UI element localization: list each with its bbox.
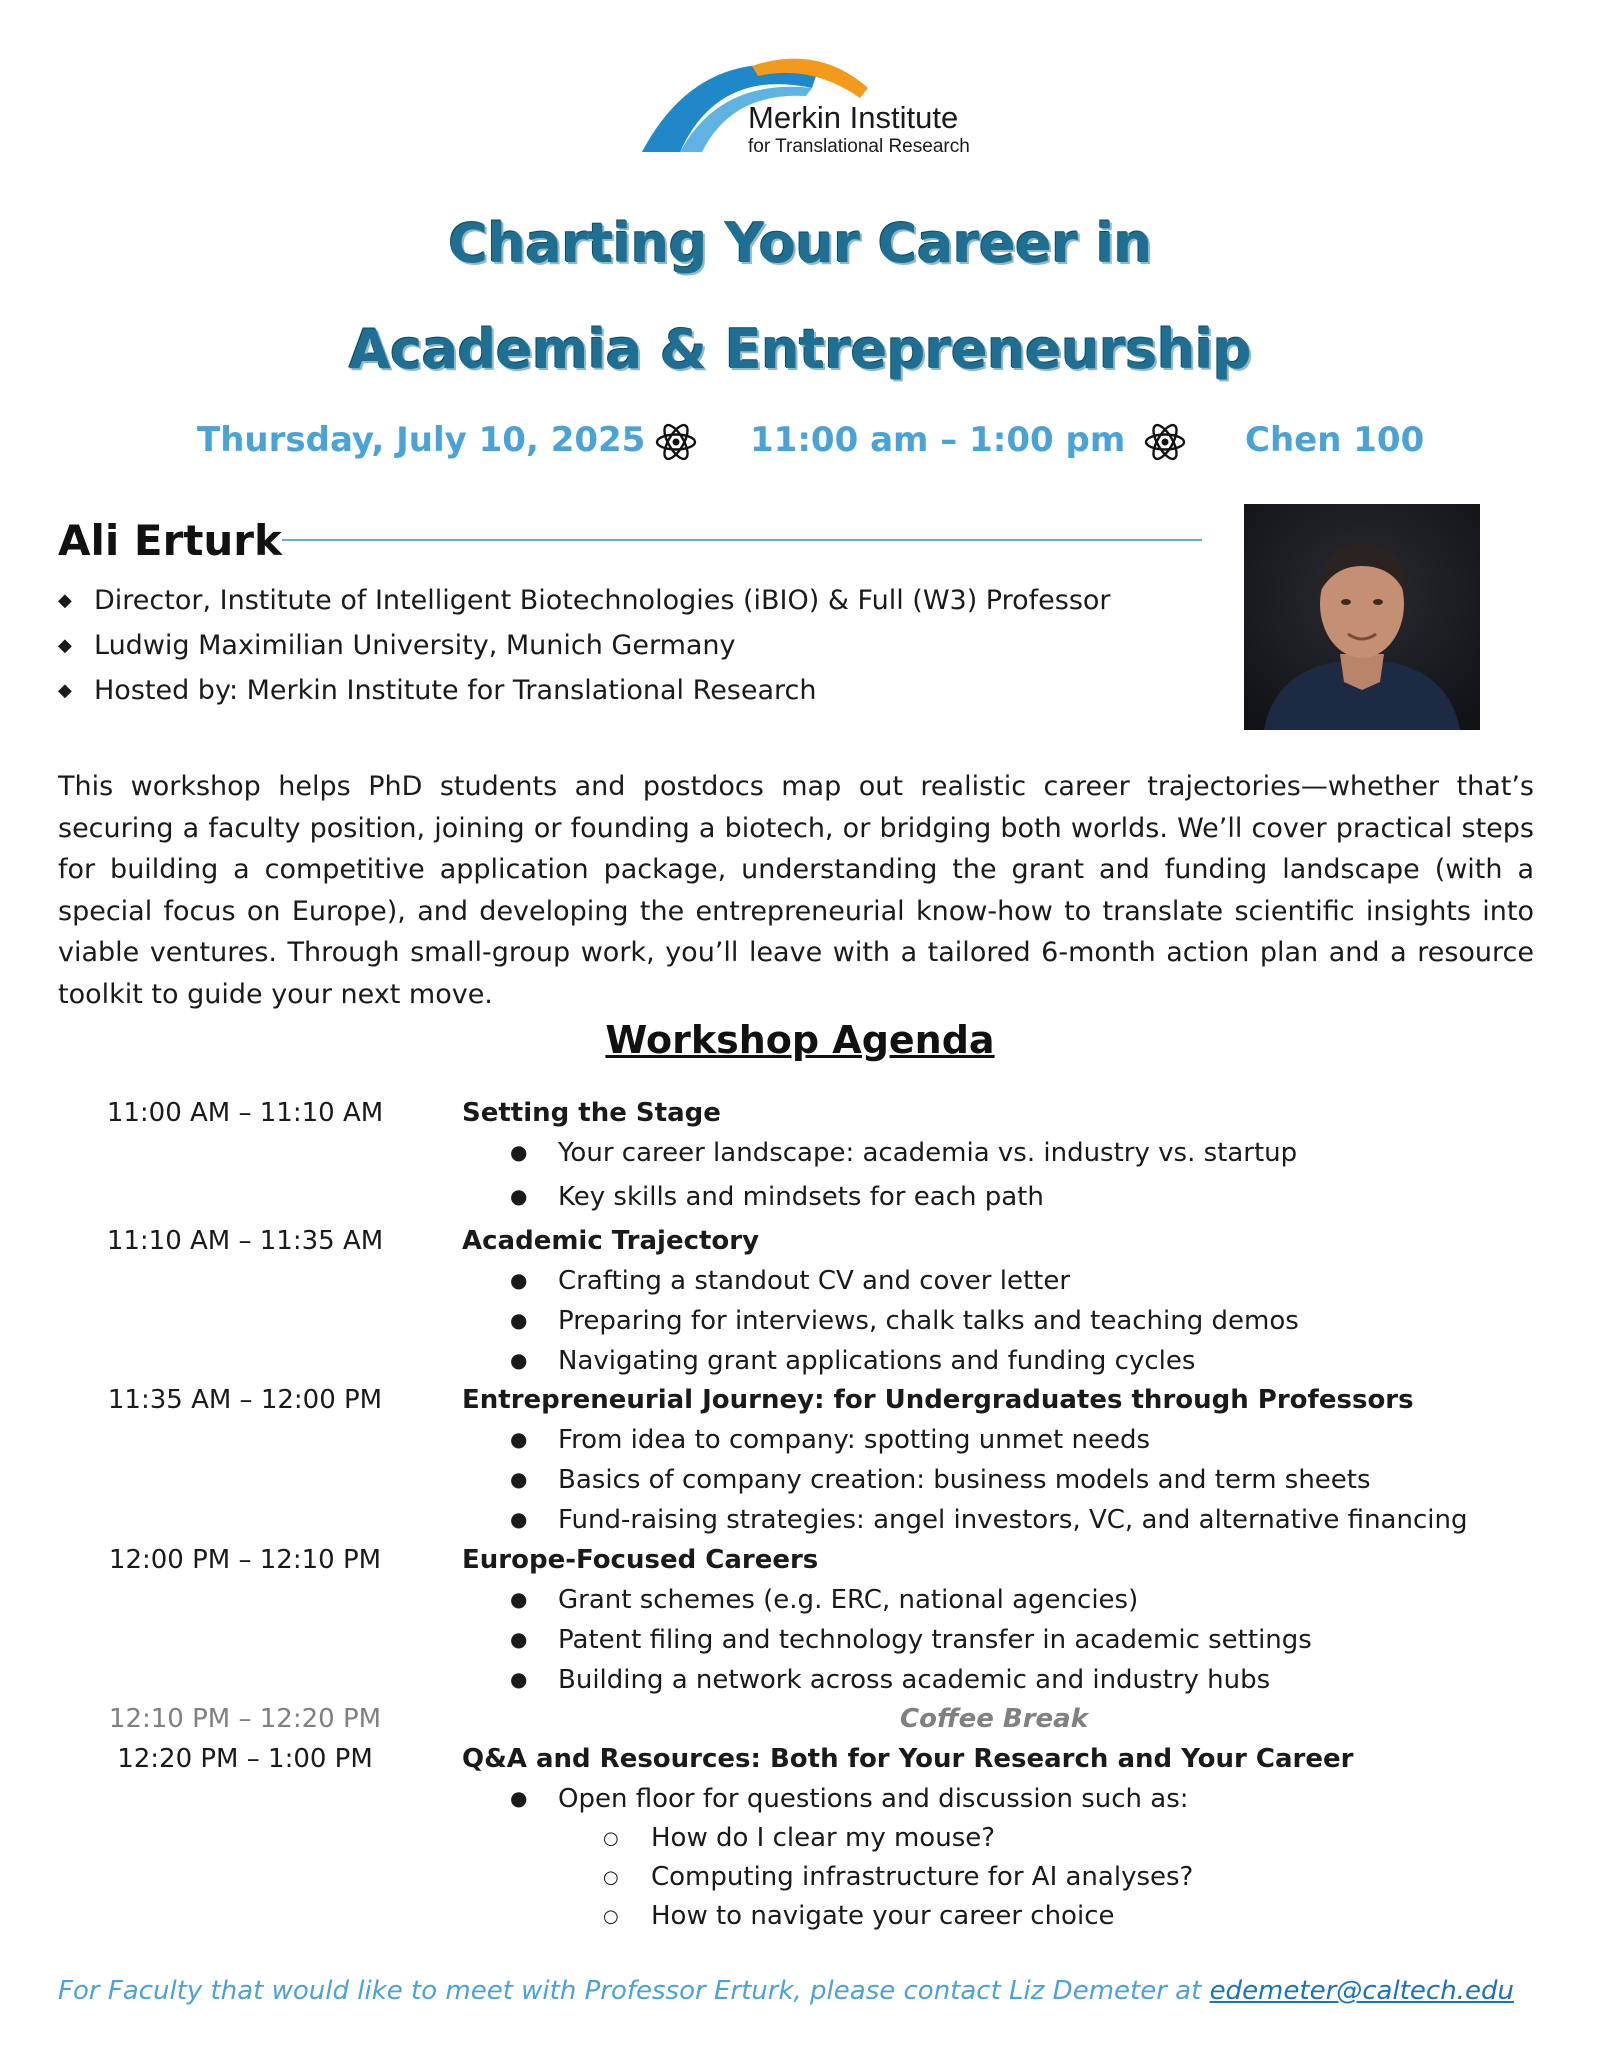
agenda-item: [510, 1182, 1044, 1212]
agenda-subitem: [603, 1823, 995, 1853]
bullet-icon: ●: [510, 1140, 528, 1164]
agenda-subitem-text: How do I clear my mouse?: [651, 1823, 996, 1853]
bio-text: Director, Institute of Intelligent Biotechnologies (iBIO) & Full (W3) Professor: [94, 585, 1111, 616]
agenda-section-title: Entrepreneurial Journey: for Undergraduates through Professors: [462, 1385, 1414, 1415]
title-line-1: Charting Your Career in: [448, 212, 1152, 275]
agenda-item-text: Open floor for questions and discussion such as:: [558, 1784, 1189, 1814]
logo-subtitle: for Translational Research: [748, 136, 970, 157]
speaker-bio-item: [58, 630, 736, 661]
agenda-section-title: Setting the Stage: [462, 1098, 721, 1128]
bullet-icon: ●: [510, 1587, 528, 1611]
diamond-bullet-icon: ◆: [58, 680, 72, 701]
diamond-bullet-icon: ◆: [58, 590, 72, 611]
agenda-time: 11:35 AM – 12:00 PM: [107, 1385, 383, 1415]
agenda-subitem: [603, 1901, 1114, 1931]
event-location: Chen 100: [1245, 420, 1425, 460]
agenda-time: 11:10 AM – 11:35 AM: [106, 1226, 384, 1256]
agenda-item-text: Patent filing and technology transfer in academic settings: [558, 1625, 1312, 1655]
agenda-heading: Workshop Agenda: [605, 1018, 995, 1062]
event-date: Thursday, July 10, 2025: [197, 420, 646, 460]
bullet-icon: ●: [510, 1467, 528, 1491]
agenda-item: [510, 1306, 1299, 1336]
circle-bullet-icon: ○: [603, 1828, 619, 1849]
agenda-time-break: 12:10 PM – 12:20 PM: [108, 1704, 382, 1734]
coffee-break-label: Coffee Break: [900, 1704, 1089, 1734]
contact-email-link[interactable]: edemeter@caltech.edu: [1209, 1976, 1514, 2006]
agenda-item: [510, 1784, 1189, 1814]
bullet-icon: ●: [510, 1507, 528, 1531]
agenda-item-text: Basics of company creation: business models and term sheets: [558, 1465, 1371, 1495]
bullet-icon: ●: [510, 1786, 528, 1810]
speaker-photo: [1244, 504, 1480, 730]
merkin-logo: [640, 40, 1010, 165]
agenda-item-text: Fund-raising strategies: angel investors, VC, and alternative financing: [558, 1505, 1468, 1535]
agenda-subitem: [603, 1862, 1193, 1892]
circle-bullet-icon: ○: [603, 1906, 619, 1927]
title-line-2: Academia & Entrepreneurship: [348, 318, 1252, 381]
agenda-item: [510, 1138, 1297, 1168]
speaker-bio-item: [58, 585, 1111, 616]
agenda-item-text: Building a network across academic and industry hubs: [558, 1665, 1271, 1695]
agenda-section-title: Q&A and Resources: Both for Your Research and Your Career: [462, 1744, 1354, 1774]
bullet-icon: ●: [510, 1667, 528, 1691]
agenda-item: [510, 1465, 1371, 1495]
bio-text: Ludwig Maximilian University, Munich Germany: [94, 630, 736, 661]
agenda-item: [510, 1346, 1195, 1376]
agenda-time: 11:00 AM – 11:10 AM: [106, 1098, 384, 1128]
agenda-time: 12:20 PM – 1:00 PM: [117, 1744, 373, 1774]
agenda-item-text: Key skills and mindsets for each path: [558, 1182, 1044, 1212]
agenda-item-text: Grant schemes (e.g. ERC, national agencies): [558, 1585, 1139, 1615]
agenda-item: [510, 1665, 1270, 1695]
agenda-subitem-text: Computing infrastructure for AI analyses?: [651, 1862, 1194, 1892]
bullet-icon: ●: [510, 1627, 528, 1651]
agenda-subitem-text: How to navigate your career choice: [651, 1901, 1115, 1931]
bullet-icon: ●: [510, 1268, 528, 1292]
agenda-section-title: Europe-Focused Careers: [462, 1545, 819, 1575]
agenda-item: [510, 1625, 1312, 1655]
agenda-item-text: Navigating grant applications and funding cycles: [558, 1346, 1196, 1376]
agenda-item: [510, 1266, 1070, 1296]
agenda-item: [510, 1505, 1467, 1535]
agenda-section-title: Academic Trajectory: [462, 1226, 760, 1256]
event-time: 11:00 am – 1:00 pm: [750, 420, 1126, 460]
footer-text: For Faculty that would like to meet with Professor Erturk, please contact Liz Demeter at: [58, 1976, 1210, 2006]
speaker-name: Ali Erturk: [58, 516, 282, 565]
atom-icon: [1143, 420, 1187, 464]
bullet-icon: ●: [510, 1308, 528, 1332]
divider: [282, 539, 1202, 541]
atom-icon: [654, 420, 698, 464]
speaker-bio-item: [58, 675, 817, 706]
agenda-item: [510, 1425, 1150, 1455]
agenda-item: [510, 1585, 1138, 1615]
footer-contact: [58, 1976, 1514, 2006]
circle-bullet-icon: ○: [603, 1867, 619, 1888]
bullet-icon: ●: [510, 1348, 528, 1372]
workshop-description: This workshop helps PhD students and postdocs map out realistic career trajectories—whether that’s securing a faculty position, joining or founding a biotech, or bridging both worlds. We’ll cover practical steps for building a competitive application package, understanding the grant and funding landscape (with a special focus on Europe), and developing the entrepreneurial know-how to translate scientific insights into viable ventures. Through small-group work, you’ll leave with a tailored 6-month action plan and a resource toolkit to guide your next move.: [58, 771, 1534, 1010]
bullet-icon: ●: [510, 1427, 528, 1451]
logo-name: Merkin Institute: [748, 100, 959, 135]
bullet-icon: ●: [510, 1184, 528, 1208]
diamond-bullet-icon: ◆: [58, 635, 72, 656]
agenda-item-text: Crafting a standout CV and cover letter: [558, 1266, 1071, 1296]
agenda-time: 12:00 PM – 12:10 PM: [108, 1545, 382, 1575]
bio-text: Hosted by: Merkin Institute for Translational Research: [94, 675, 817, 706]
agenda-item-text: From idea to company: spotting unmet needs: [558, 1425, 1151, 1455]
agenda-item-text: Your career landscape: academia vs. industry vs. startup: [558, 1138, 1298, 1168]
agenda-item-text: Preparing for interviews, chalk talks and teaching demos: [558, 1306, 1299, 1336]
